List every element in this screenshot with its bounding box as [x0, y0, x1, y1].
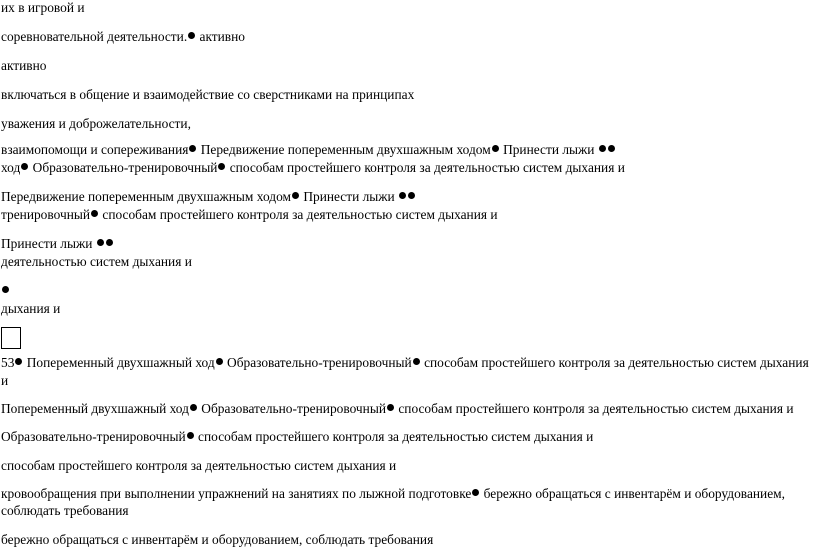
- empty-box: [1, 327, 21, 349]
- text: Образовательно-тренировочный: [223, 355, 412, 370]
- text: активно: [1, 58, 47, 73]
- bullet-icon: [15, 358, 22, 365]
- text-line-18: [1, 486, 785, 502]
- bullet-icon: [472, 489, 479, 496]
- text: включаться в общение и взаимодействие со сверстниками на принципах: [1, 87, 415, 102]
- text: способам простейшего контроля за деятельностью систем дыхания и: [226, 160, 625, 175]
- text-line-19: [1, 532, 433, 548]
- text-line-9: [1, 207, 498, 223]
- bullet-icon: [292, 192, 299, 199]
- text: соблюдать требования: [1, 503, 129, 518]
- bullet-icon: [413, 358, 420, 365]
- bullet-icon: [608, 145, 615, 152]
- text: бережно обращаться с инвентарём и оборудованием,: [480, 486, 785, 501]
- text-line-14: [1, 355, 809, 371]
- text: уважения и доброжелательности,: [1, 116, 191, 131]
- bullet-icon: [189, 145, 196, 152]
- text: способам простейшего контроля за деятельностью систем дыхания и: [394, 401, 794, 416]
- text-line-4: [1, 87, 414, 103]
- text: способам простейшего контроля за деятельностью систем дыхания и: [99, 207, 498, 222]
- text-line-11: [1, 254, 192, 270]
- text-line-14-cont: [1, 373, 8, 389]
- text: Принести лыжи: [1, 236, 96, 251]
- text: способам простейшего контроля за деятельностью систем дыхания и: [1, 458, 397, 473]
- text-line-3: [1, 58, 46, 74]
- text: кровообращения при выполнении упражнений на занятиях по лыжной подготовке: [1, 486, 472, 501]
- bullet-icon: [399, 192, 406, 199]
- bullet-icon: [91, 210, 98, 217]
- text-line-15: [1, 401, 794, 417]
- bullet-icon: [187, 432, 194, 439]
- bullet-icon: [387, 404, 394, 411]
- text: 53: [1, 355, 15, 370]
- text: соревновательной деятельности.: [1, 29, 188, 44]
- text-line-6: [1, 142, 616, 158]
- bullet-icon: [2, 286, 9, 293]
- bullet-icon: [97, 239, 104, 246]
- text: бережно обращаться с инвентарём и оборудованием, соблюдать требования: [1, 532, 434, 547]
- text: Принести лыжи: [499, 142, 598, 157]
- text: Передвижение попеременным двухшажным ходом: [1, 189, 291, 204]
- text-line-7: [1, 160, 625, 176]
- text-line-17: [1, 458, 396, 474]
- bullet-icon: [216, 358, 223, 365]
- text-line-13: [1, 301, 60, 317]
- text: Принести лыжи: [299, 189, 399, 204]
- text: деятельностью систем дыхания и: [1, 254, 192, 269]
- text-line-18-cont: [1, 503, 129, 519]
- text-line-8: [1, 189, 416, 205]
- bullet-icon: [599, 145, 606, 152]
- bullet-icon: [21, 163, 28, 170]
- text-line-10: [1, 236, 114, 252]
- text: способам простейшего контроля за деятельностью систем дыхания: [420, 355, 809, 370]
- bullet-icon: [408, 192, 415, 199]
- bullet-icon: [188, 32, 195, 39]
- bullet-icon: [218, 163, 225, 170]
- text: их в игровой и: [1, 0, 85, 15]
- text-line-5: [1, 116, 191, 132]
- text: и: [1, 373, 9, 388]
- text: ход: [1, 160, 21, 175]
- text: взаимопомощи и сопереживания: [1, 142, 189, 157]
- bullet-icon: [106, 239, 113, 246]
- bullet-icon: [492, 145, 499, 152]
- text: дыхания и: [1, 301, 61, 316]
- text: тренировочный: [1, 207, 91, 222]
- text: Попеременный двухшажный ход: [23, 355, 215, 370]
- text: Образовательно-тренировочный: [1, 429, 186, 444]
- text: Образовательно-тренировочный: [29, 160, 218, 175]
- text: Попеременный двухшажный ход: [1, 401, 189, 416]
- text-line-12: [1, 283, 10, 299]
- text: активно: [196, 29, 245, 44]
- text: Образовательно-тренировочный: [197, 401, 386, 416]
- text: Передвижение попеременным двухшажным ходом: [197, 142, 491, 157]
- bullet-icon: [190, 404, 197, 411]
- text-line-2: [1, 29, 245, 45]
- text: способам простейшего контроля за деятельностью систем дыхания и: [194, 429, 594, 444]
- text-line-16: [1, 429, 593, 445]
- text-line-1: [1, 0, 85, 16]
